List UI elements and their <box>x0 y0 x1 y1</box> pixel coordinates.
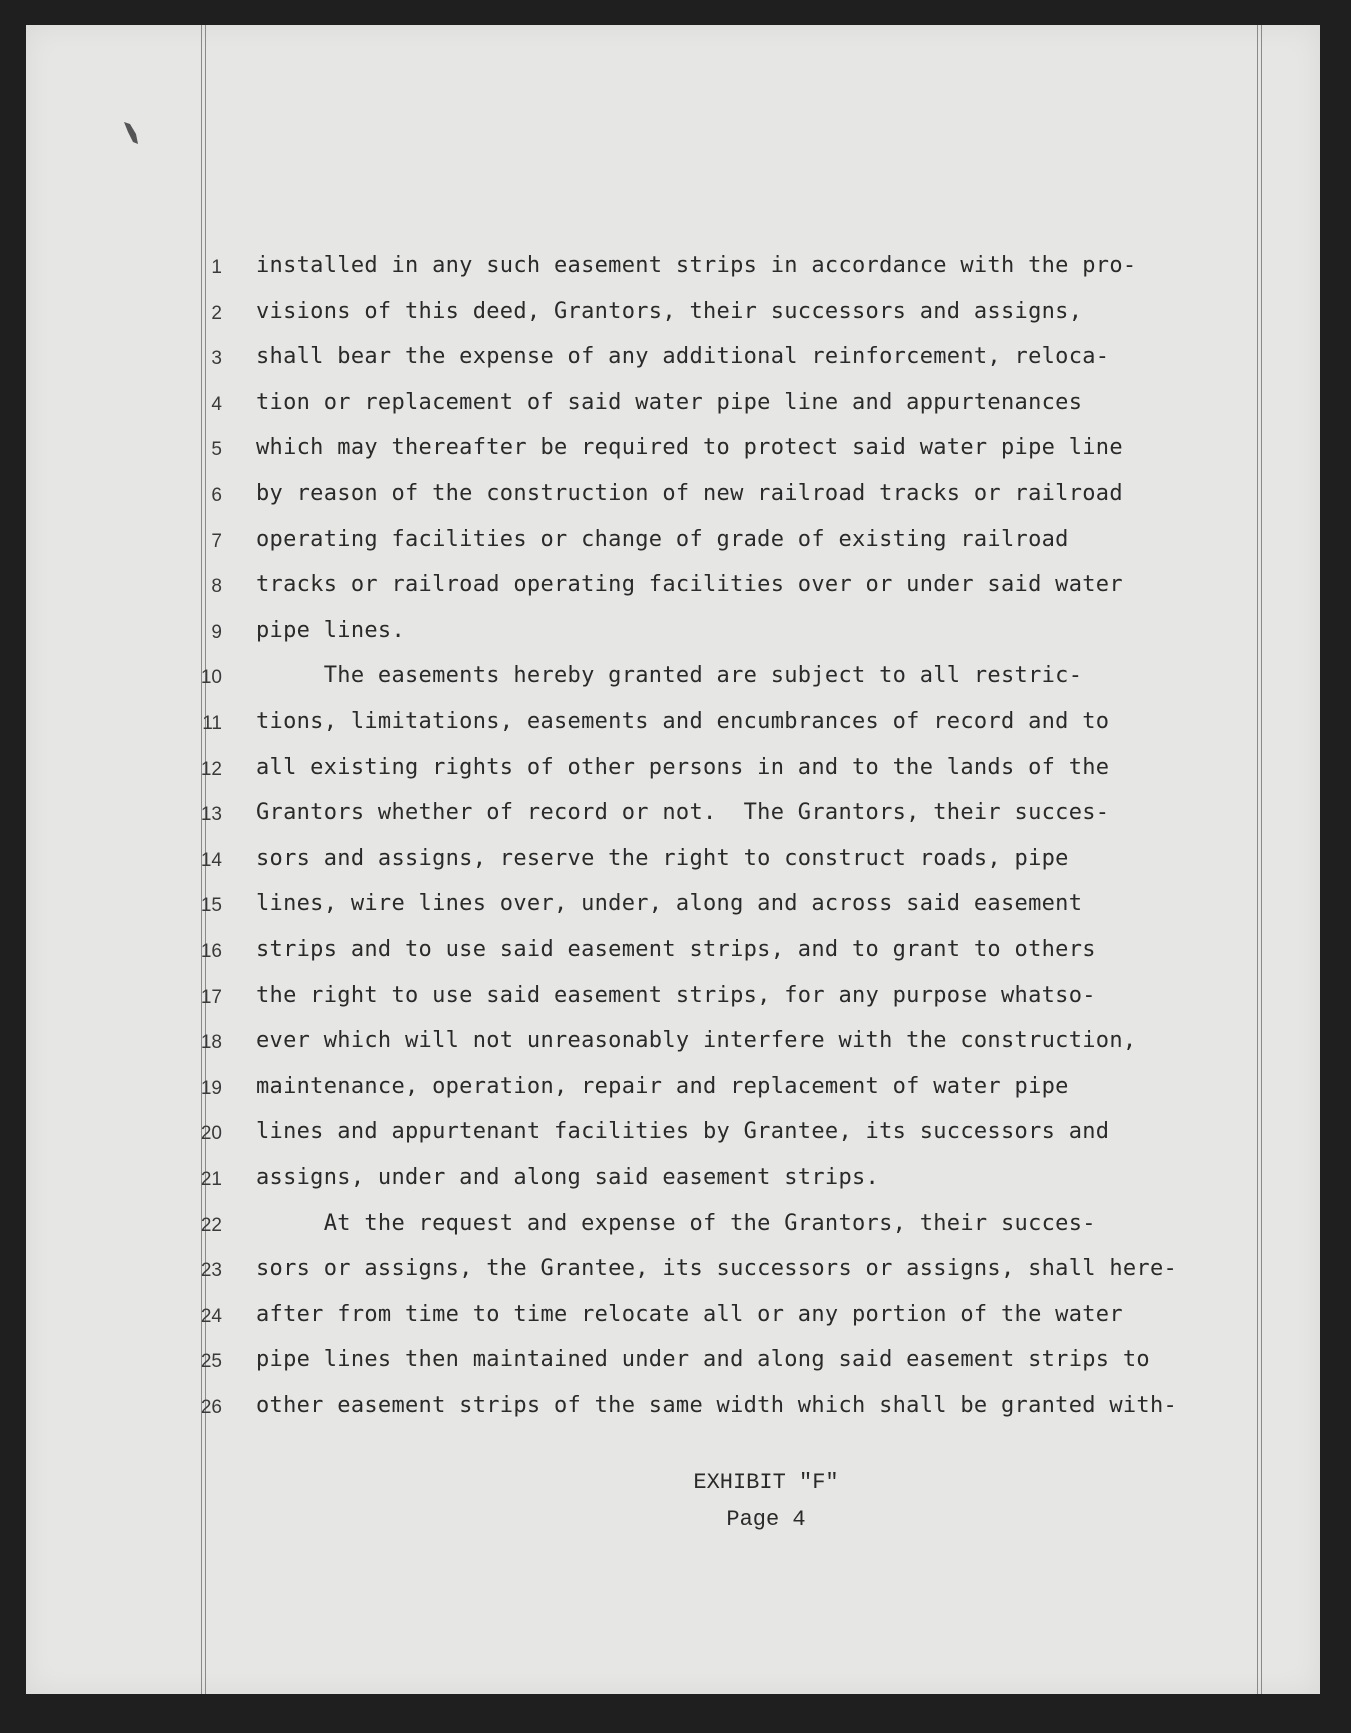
line-number: 24 <box>200 1306 222 1327</box>
line-number: 11 <box>202 713 222 734</box>
line-number: 8 <box>211 576 222 597</box>
line-number: 15 <box>200 895 222 916</box>
document-page <box>26 25 1320 1694</box>
line-number: 10 <box>200 667 222 688</box>
line-number: 23 <box>200 1260 222 1281</box>
text-line: maintenance, operation, repair and replacement of water pipe <box>256 1074 1069 1099</box>
line-number: 21 <box>200 1169 222 1190</box>
text-line: assigns, under and along said easement strips. <box>256 1165 880 1190</box>
line-number: 12 <box>200 759 222 780</box>
line-number: 19 <box>200 1078 222 1099</box>
line-number: 16 <box>200 941 222 962</box>
text-line: Grantors whether of record or not. The Grantors, their succes- <box>256 800 1110 825</box>
line-number: 25 <box>200 1351 222 1372</box>
line-number: 1 <box>211 257 222 278</box>
line-number: 7 <box>211 531 222 552</box>
right-margin-rule <box>1257 25 1258 1694</box>
text-line: sors or assigns, the Grantee, its successors or assigns, shall here- <box>256 1256 1178 1281</box>
text-line: visions of this deed, Grantors, their successors and assigns, <box>256 299 1083 324</box>
line-number: 14 <box>200 850 222 871</box>
ink-mark-icon <box>122 120 140 146</box>
line-number: 13 <box>200 804 222 825</box>
text-line: lines and appurtenant facilities by Grantee, its successors and <box>256 1119 1110 1144</box>
text-line: which may thereafter be required to protect said water pipe line <box>256 435 1123 460</box>
line-number: 5 <box>211 439 222 460</box>
line-number: 20 <box>200 1123 222 1144</box>
line-number: 17 <box>200 987 222 1008</box>
line-number: 22 <box>200 1215 222 1236</box>
text-line: operating facilities or change of grade of existing railroad <box>256 527 1069 552</box>
text-line: tion or replacement of said water pipe line and appurtenances <box>256 390 1083 415</box>
line-number: 2 <box>211 303 222 324</box>
text-line: tions, limitations, easements and encumbrances of record and to <box>256 709 1110 734</box>
right-margin-rule <box>1261 25 1262 1694</box>
text-line: the right to use said easement strips, for any purpose whatso- <box>256 983 1096 1008</box>
page-number: Page 4 <box>726 1507 806 1532</box>
text-line: by reason of the construction of new railroad tracks or railroad <box>256 481 1123 506</box>
text-line: sors and assigns, reserve the right to construct roads, pipe <box>256 846 1069 871</box>
text-line: after from time to time relocate all or any portion of the water <box>256 1302 1123 1327</box>
line-number: 4 <box>211 394 222 415</box>
text-line: tracks or railroad operating facilities over or under said water <box>256 572 1123 597</box>
text-line: pipe lines. <box>256 618 405 643</box>
text-line: shall bear the expense of any additional reinforcement, reloca- <box>256 344 1110 369</box>
text-line: The easements hereby granted are subject to all restric- <box>256 663 1083 688</box>
line-number: 6 <box>211 485 222 506</box>
text-line: ever which will not unreasonably interfere with the construction, <box>256 1028 1137 1053</box>
exhibit-label: EXHIBIT "F" <box>693 1470 839 1495</box>
line-number: 26 <box>200 1397 222 1418</box>
text-line: strips and to use said easement strips, and to grant to others <box>256 937 1096 962</box>
line-number: 3 <box>211 348 222 369</box>
line-number: 18 <box>200 1032 222 1053</box>
text-line: pipe lines then maintained under and along said easement strips to <box>256 1347 1150 1372</box>
text-line: all existing rights of other persons in and to the lands of the <box>256 755 1110 780</box>
text-line: At the request and expense of the Grantors, their succes- <box>256 1211 1096 1236</box>
text-line: installed in any such easement strips in accordance with the pro- <box>256 253 1137 278</box>
text-line: lines, wire lines over, under, along and across said easement <box>256 891 1083 916</box>
line-number: 9 <box>211 622 222 643</box>
text-line: other easement strips of the same width which shall be granted with- <box>256 1393 1178 1418</box>
